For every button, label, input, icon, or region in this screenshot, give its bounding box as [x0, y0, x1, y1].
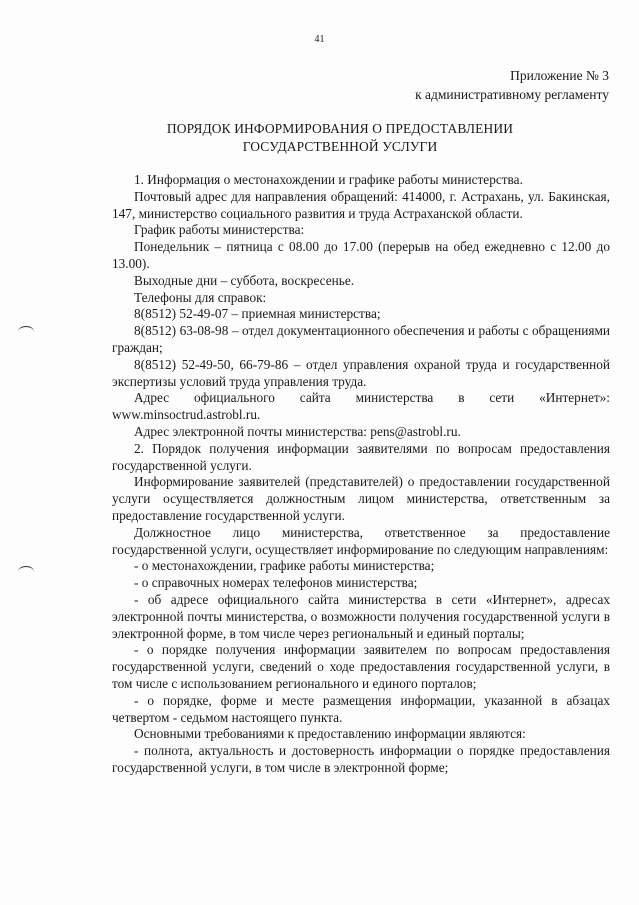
list-item: - о порядке, форме и месте размещения информации, указанной в абзацах четвертом - седьмом настоящего пункта.: [112, 692, 610, 725]
margin-hole-mark: [18, 326, 34, 337]
paragraph: Информирование заявителей (представителей) о предоставлении государственной услуги осуществляется должностным лицом министерства, ответственным за предоставление государственной услуги.: [112, 474, 610, 523]
paragraph: Основными требованиями к предоставлению информации являются:: [134, 726, 526, 742]
paragraph: Адрес официального сайта министерства в сети «Интернет»:: [134, 390, 610, 406]
list-item: - о порядке получения информации заявителем по вопросам предоставления государственной услуги, сведений о ходе предоставления государственной услуги, в том числе с использованием регионального и единого порталов;: [112, 642, 610, 691]
paragraph: 8(8512) 63-08-98 – отдел документационного обеспечения и работы с обращениями граждан;: [112, 323, 610, 355]
list-item: - полнота, актуальность и достоверность информации о порядке предоставления государственной услуги, в том числе в электронной форме;: [112, 743, 610, 775]
appendix-header: [415, 66, 609, 104]
title-line-2: ГОСУДАРСТВЕННОЙ УСЛУГИ: [242, 139, 438, 154]
list-item: - о местонахождении, графике работы министерства;: [134, 558, 435, 574]
paragraph: www.minsoctrud.astrobl.ru.: [112, 407, 261, 423]
paragraph: 1. Информация о местонахождении и графике работы министерства.: [134, 172, 523, 187]
page-number: 41: [314, 34, 325, 45]
document-title: [100, 120, 580, 156]
list-item: - об адресе официального сайта министерства в сети «Интернет», адресах электронной почты министерства, о возможности получения государственной услуги в электронной форме, в том числе через региональный и единый порталы;: [112, 591, 610, 641]
title-line-1: ПОРЯДОК ИНФОРМИРОВАНИЯ О ПРЕДОСТАВЛЕНИИ: [166, 121, 514, 136]
paragraph: 8(8512) 52-49-07 – приемная министерства;: [134, 306, 381, 322]
paragraph: 2. Порядок получения информации заявителями по вопросам предоставления государственной услуги.: [112, 440, 610, 473]
appendix-line-2: к административному регламенту: [415, 87, 609, 102]
paragraph: Адрес электронной почты министерства: pens@astrobl.ru.: [134, 423, 461, 439]
margin-hole-mark: [18, 566, 34, 577]
list-item: - о справочных номерах телефонов министерства;: [134, 575, 418, 591]
paragraph: Почтовый адрес для направления обращений: 414000, г. Астрахань, ул. Бакинская, 147, министерство социального развития и труда Астраханской области.: [112, 188, 610, 221]
document-body: [112, 172, 610, 777]
paragraph: Выходные дни – суббота, воскресенье.: [134, 272, 355, 288]
appendix-line-1: Приложение № 3: [510, 68, 609, 83]
paragraph: Понедельник – пятница с 08.00 до 17.00 (перерыв на обед ежедневно с 12.00 до 13.00).: [112, 239, 610, 271]
paragraph: График работы министерства:: [134, 222, 305, 238]
paragraph: 8(8512) 52-49-50, 66-79-86 – отдел управления охраной труда и государственной экспертизы условий труда управления труда.: [112, 356, 610, 389]
paragraph: Должностное лицо министерства, ответственное за предоставление государственной услуги, осуществляет информирование по следующим направлениям:: [112, 524, 610, 557]
paragraph: Телефоны для справок:: [134, 289, 267, 305]
